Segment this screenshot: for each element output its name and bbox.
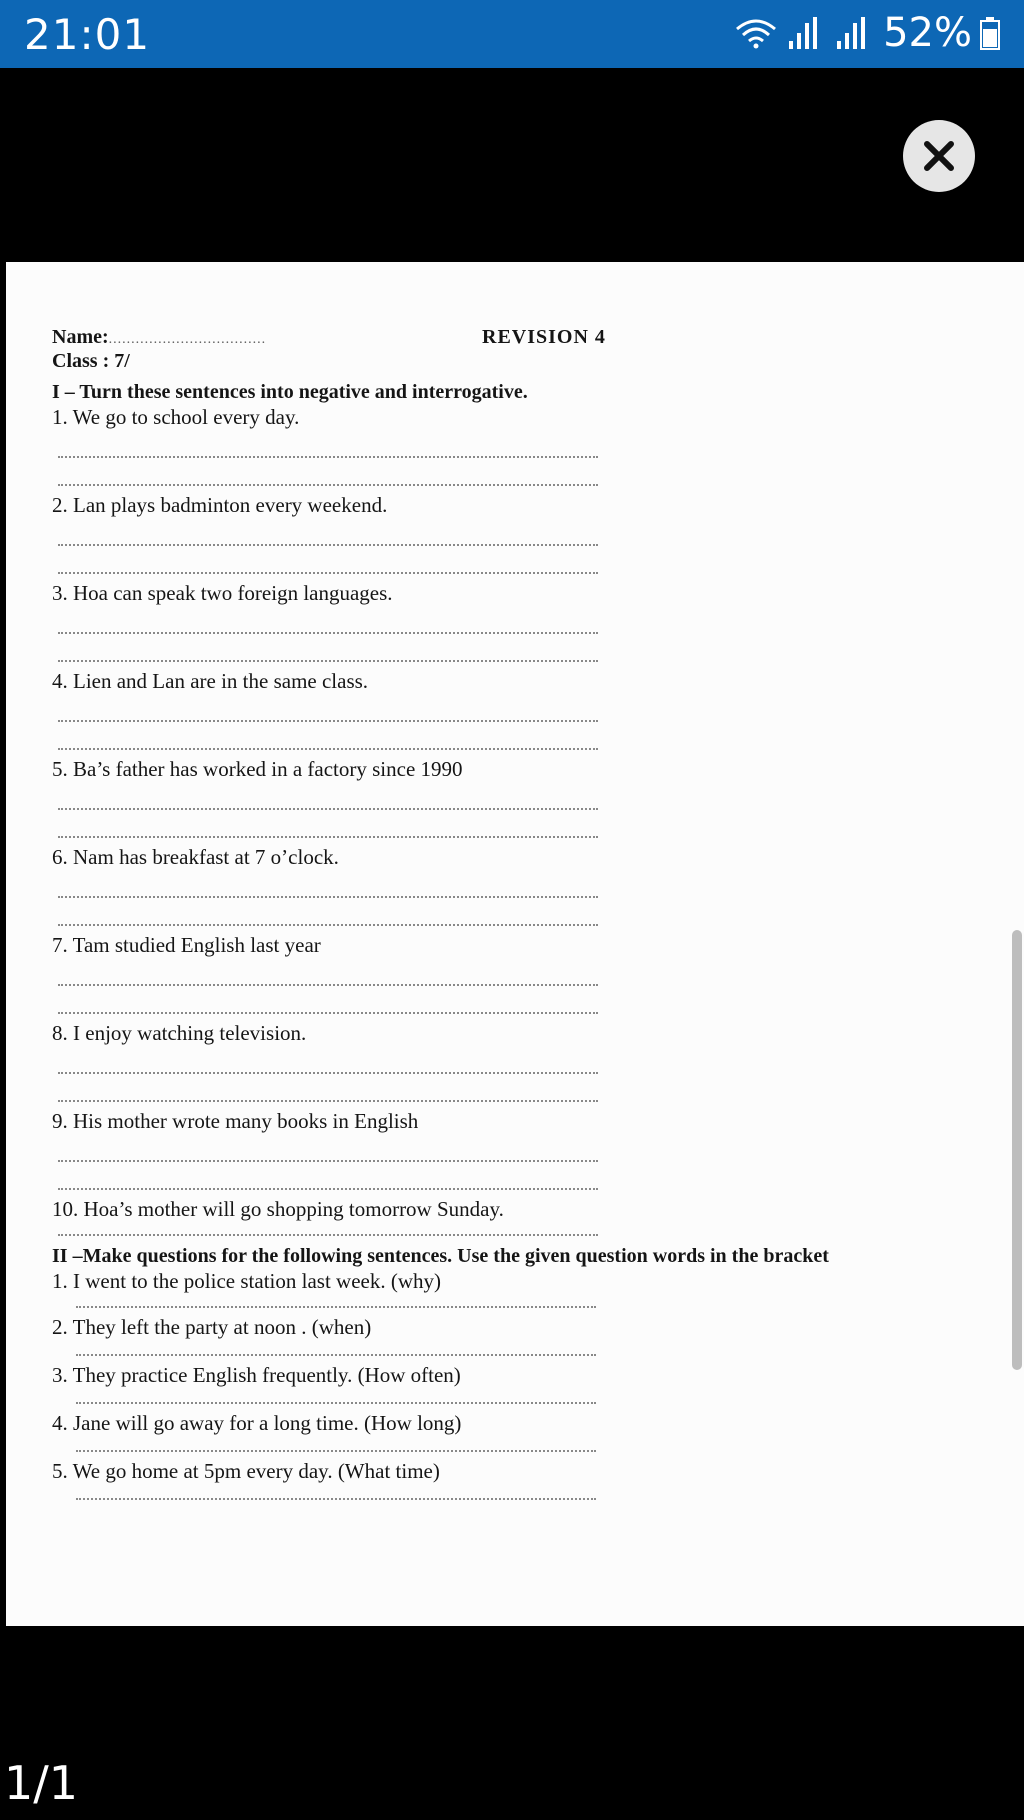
scrollbar[interactable]	[1012, 930, 1022, 1370]
list-item: 3. Hoa can speak two foreign languages.	[52, 581, 393, 605]
close-button[interactable]	[903, 120, 975, 192]
status-bar	[0, 0, 1024, 68]
list-item: 1. We go to school every day.	[52, 405, 300, 429]
section-1-heading: I – Turn these sentences into negative and interrogative.	[52, 381, 528, 403]
list-item: 8. I enjoy watching television.	[52, 1021, 307, 1045]
list-item: 4. Jane will go away for a long time. (How long)	[52, 1411, 462, 1435]
list-item: 7. Tam studied English last year	[52, 933, 321, 957]
answer-line	[58, 748, 598, 750]
class-label: Class : 7/	[52, 350, 130, 372]
wifi-icon	[733, 15, 779, 51]
page-title: REVISION 4	[482, 326, 606, 348]
list-item: 4. Lien and Lan are in the same class.	[52, 669, 369, 693]
battery-icon	[980, 15, 1000, 51]
viewer-bottom-bar	[0, 1626, 1024, 1820]
section-2-items	[52, 1268, 972, 1500]
answer-line	[76, 1354, 596, 1356]
answer-line	[58, 1012, 598, 1014]
answer-line	[58, 1188, 598, 1190]
answer-line	[58, 484, 598, 486]
list-item: 2. They left the party at noon . (when)	[52, 1315, 372, 1339]
answer-line	[76, 1498, 596, 1500]
answer-line	[76, 1402, 596, 1404]
answer-line	[58, 660, 598, 662]
answer-line	[58, 836, 598, 838]
signal-icon	[787, 15, 827, 51]
section-2-heading: II –Make questions for the following sentences. Use the given question words in the bracket	[52, 1245, 829, 1267]
name-dots: ...................................	[108, 332, 267, 347]
answer-line	[58, 572, 598, 574]
signal-icon-2	[835, 15, 875, 51]
list-item: 5. Ba’s father has worked in a factory since 1990	[52, 757, 463, 781]
worksheet	[52, 312, 972, 1500]
list-item: 2. Lan plays badminton every weekend.	[52, 493, 388, 517]
answer-line	[58, 924, 598, 926]
status-icons	[733, 10, 1000, 56]
list-item: 10. Hoa’s mother will go shopping tomorrow Sunday.	[52, 1197, 504, 1221]
list-item: 1. I went to the police station last week. (why)	[52, 1269, 441, 1293]
list-item: 9. His mother wrote many books in English	[52, 1109, 419, 1133]
name-label: Name:	[52, 326, 109, 348]
document-page[interactable]	[6, 262, 1024, 1626]
battery-percent: 52%	[883, 10, 972, 56]
list-item: 5. We go home at 5pm every day. (What time)	[52, 1459, 440, 1483]
viewer-top-bar	[0, 68, 1024, 262]
close-icon	[922, 139, 956, 173]
status-time: 21:01	[24, 10, 151, 59]
answer-line	[58, 1234, 598, 1236]
answer-line	[58, 1100, 598, 1102]
section-1-items	[52, 404, 972, 1236]
list-item: 3. They practice English frequently. (How often)	[52, 1363, 461, 1387]
answer-line	[76, 1450, 596, 1452]
page-counter: 1/1	[4, 1756, 79, 1810]
answer-line	[76, 1306, 596, 1308]
list-item: 6. Nam has breakfast at 7 o’clock.	[52, 845, 339, 869]
